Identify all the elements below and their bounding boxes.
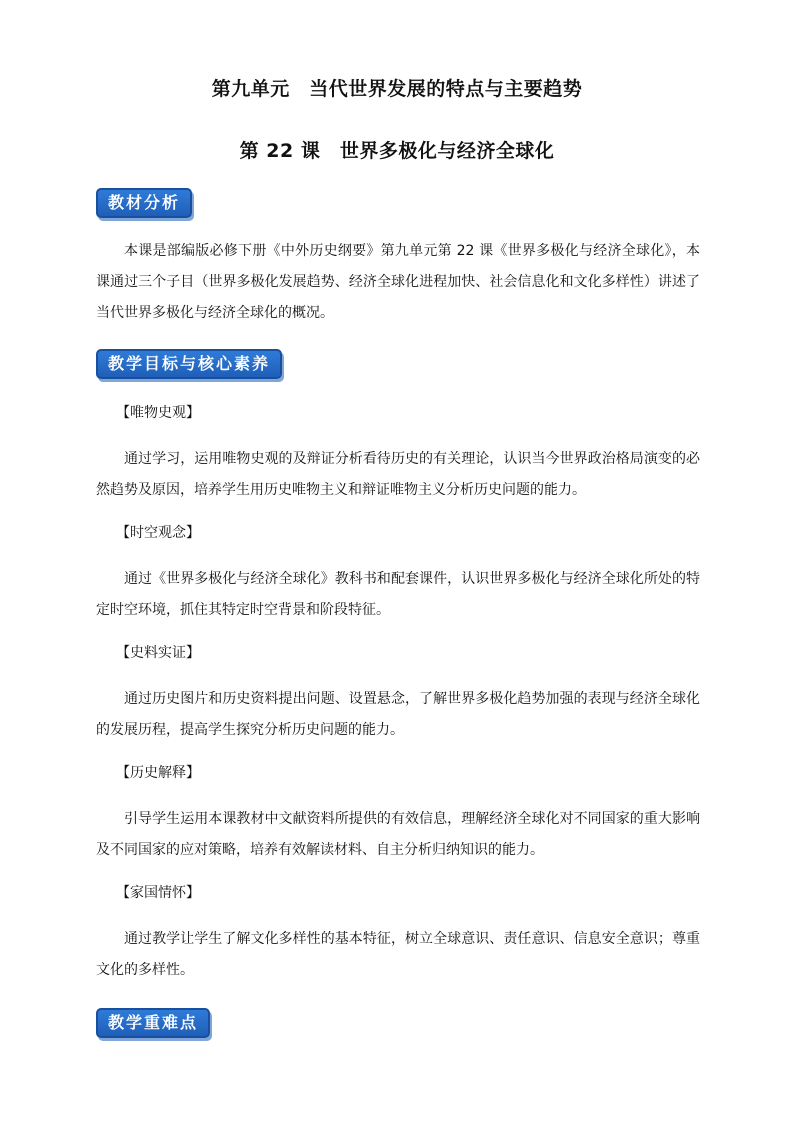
section-badge-objectives: 教学目标与核心素养	[96, 349, 282, 379]
section-badge-analysis: 教材分析	[96, 188, 192, 218]
objective-text-materialism: 通过学习，运用唯物史观的及辩证分析看待历史的有关理论，认识当今世界政治格局演变的必然趋势及原因，培养学生用历史唯物主义和辩证唯物主义分析历史问题的能力。	[96, 451, 700, 498]
objective-text-interpretation: 引导学生运用本课教材中文献资料所提供的有效信息，理解经济全球化对不同国家的重大影响及不同国家的应对策略，培养有效解读材料、自主分析归纳知识的能力。	[96, 811, 700, 858]
objective-heading-materialism: 【唯物史观】	[116, 405, 200, 421]
objective-text-spacetime: 通过《世界多极化与经济全球化》教科书和配套课件，认识世界多极化与经济全球化所处的特定时空环境，抓住其特定时空背景和阶段特征。	[96, 571, 700, 618]
section-badge-key-points: 教学重难点	[96, 1008, 210, 1038]
objective-heading-patriotism: 【家国情怀】	[116, 885, 200, 901]
objective-text-patriotism: 通过教学让学生了解文化多样性的基本特征，树立全球意识、责任意识、信息安全意识；尊重文化的多样性。	[96, 931, 700, 978]
lesson-title: 第 22 课 世界多极化与经济全球化	[239, 140, 555, 162]
unit-title: 第九单元 当代世界发展的特点与主要趋势	[211, 78, 583, 100]
objective-heading-evidence: 【史料实证】	[116, 645, 200, 661]
analysis-paragraph: 本课是部编版必修下册《中外历史纲要》第九单元第 22 课《世界多极化与经济全球化》，本课通过三个子目（世界多极化发展趋势、经济全球化进程加快、社会信息化和文化多样性）讲述了当代世界多极化与经济全球化的概况。	[96, 243, 700, 321]
objective-text-evidence: 通过历史图片和历史资料提出问题、设置悬念，了解世界多极化趋势加强的表现与经济全球化的发展历程，提高学生探究分析历史问题的能力。	[96, 691, 700, 738]
objective-heading-spacetime: 【时空观念】	[116, 525, 200, 541]
objective-heading-interpretation: 【历史解释】	[116, 765, 200, 781]
